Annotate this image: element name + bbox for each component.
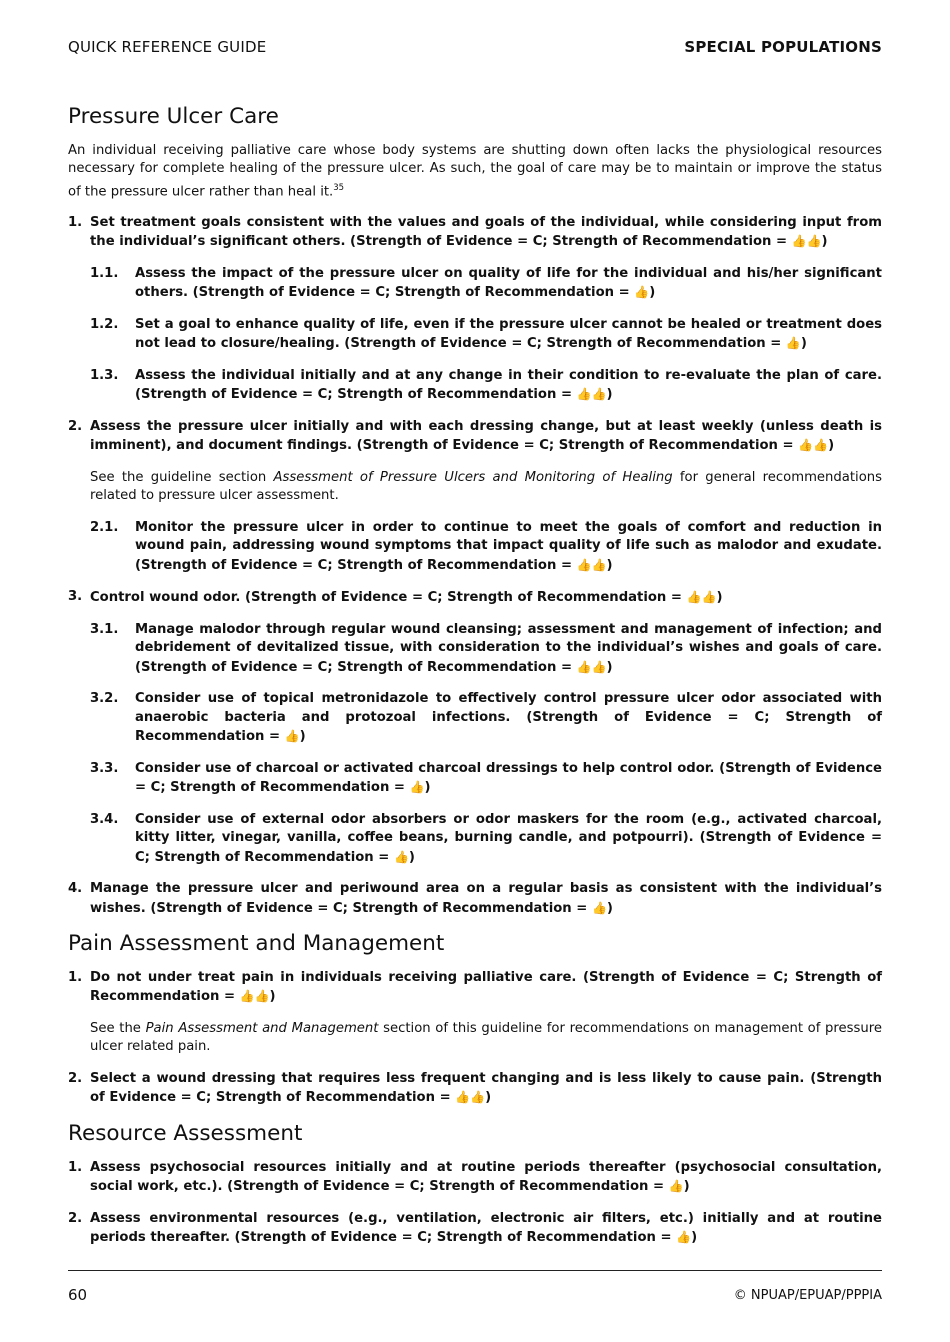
thumbs-up-icon: 👍 bbox=[284, 729, 300, 744]
pain-recommendation-1-note: See the Pain Assessment and Management section of this guideline for recommendations on management of pressure ulcer related pain. bbox=[90, 1020, 883, 1055]
thumbs-up-icon: 👍 bbox=[634, 285, 650, 300]
thumbs-up-icon: 👍👍 bbox=[576, 659, 607, 674]
thumbs-up-icon: 👍👍 bbox=[576, 387, 607, 402]
resource-recommendation-2: 2. Assess environmental resources (e.g., ventilation, electronic air filters, etc.) initially and at routine periods thereafter. (Strength of Evidence = C; Strength of Recommendation = 👍) bbox=[68, 1210, 882, 1246]
running-header-section: SPECIAL POPULATIONS bbox=[684, 38, 882, 56]
footer-divider bbox=[68, 1270, 882, 1271]
pain-recommendation-2: 2. Select a wound dressing that requires less frequent changing and is less likely to cause pain. (Strength of Evidence = C; Strength of Recommendation = 👍👍) bbox=[68, 1070, 882, 1106]
resource-recommendation-1: 1. Assess psychosocial resources initially and at routine periods thereafter (psychosocial consultation, social work, etc.). (Strength of Evidence = C; Strength of Recommendation = 👍) bbox=[68, 1159, 882, 1195]
thumbs-up-icon: 👍 bbox=[591, 900, 607, 915]
recommendation-3-2: 3.2. Consider use of topical metronidazole to effectively control pressure ulcer odor associated with anaerobic bacteria and protozoal infections. (Strength of Evidence = C; Strength of Recommendation = 👍) bbox=[90, 691, 882, 745]
recommendation-3-4: 3.4. Consider use of external odor absorbers or odor maskers for the room (e.g., activated charcoal, kitty litter, vinegar, vanilla, coffee beans, burning candle, and potpourri). (Strength of Evidence = C; Strength of Recommendation = 👍) bbox=[90, 811, 882, 865]
recommendation-1-1: 1.1. Assess the impact of the pressure ulcer on quality of life for the individual and his/her significant others. (Strength of Evidence = C; Strength of Recommendation = 👍) bbox=[90, 265, 882, 301]
thumbs-up-icon: 👍 bbox=[676, 1230, 692, 1245]
pain-recommendation-1: 1. Do not under treat pain in individuals receiving palliative care. (Strength of Evidence = C; Strength of Recommendation = 👍👍) bbox=[68, 969, 882, 1005]
copyright-notice: © NPUAP/EPUAP/PPPIA bbox=[733, 1288, 882, 1303]
thumbs-up-icon: 👍 bbox=[409, 780, 425, 795]
page-content bbox=[68, 104, 882, 1261]
thumbs-up-icon: 👍 bbox=[393, 849, 409, 864]
thumbs-up-icon: 👍👍 bbox=[798, 438, 829, 453]
recommendation-2-note: See the guideline section Assessment of Pressure Ulcers and Monitoring of Healing for general recommendations related to pressure ulcer assessment. bbox=[90, 469, 882, 504]
section-title-resource-assessment: Resource Assessment bbox=[68, 1120, 303, 1146]
reference-superscript: 35 bbox=[333, 182, 345, 193]
thumbs-up-icon: 👍 bbox=[785, 336, 801, 351]
recommendation-3: 3. Control wound odor. (Strength of Evidence = C; Strength of Recommendation = 👍👍) bbox=[68, 589, 723, 606]
recommendation-1-2: 1.2. Set a goal to enhance quality of life, even if the pressure ulcer cannot be healed or treatment does not lead to closure/healing. (Strength of Evidence = C; Strength of Recommendation = 👍) bbox=[90, 316, 882, 352]
running-header-title: QUICK REFERENCE GUIDE bbox=[68, 38, 267, 56]
section-title-pain-assessment: Pain Assessment and Management bbox=[68, 931, 445, 957]
page-number: 60 bbox=[68, 1286, 88, 1304]
thumbs-up-icon: 👍👍 bbox=[576, 557, 607, 572]
thumbs-up-icon: 👍👍 bbox=[239, 989, 270, 1004]
thumbs-up-icon: 👍 bbox=[668, 1179, 684, 1194]
recommendation-1: 1. Set treatment goals consistent with the values and goals of the individual, while considering input from the individual’s significant others. (Strength of Evidence = C; Strength of Recommendation = 👍👍) bbox=[68, 214, 882, 250]
thumbs-up-icon: 👍👍 bbox=[455, 1090, 486, 1105]
recommendation-4: 4. Manage the pressure ulcer and periwound area on a regular basis as consistent with the individual’s wishes. (Strength of Evidence = C; Strength of Recommendation = 👍) bbox=[68, 881, 882, 916]
thumbs-up-icon: 👍👍 bbox=[791, 234, 822, 249]
recommendation-2: 2. Assess the pressure ulcer initially and with each dressing change, but at least weekly (unless death is imminent), and document findings. (Strength of Evidence = C; Strength of Recommendation = 👍👍) bbox=[68, 418, 882, 454]
recommendation-3-3: 3.3. Consider use of charcoal or activated charcoal dressings to help control odor. (Strength of Evidence = C; Strength of Recommendation = 👍) bbox=[90, 760, 882, 796]
recommendation-1-3: 1.3. Assess the individual initially and at any change in their condition to re-evaluate the plan of care. (Strength of Evidence = C; Strength of Recommendation = 👍👍) bbox=[90, 367, 882, 403]
intro-paragraph: An individual receiving palliative care whose body systems are shutting down often lacks the physiological resources necessary for complete healing of the pressure ulcer. As such, the goal of care may be to maintain or improve the status of the pressure ulcer rather than heal it.$^{35}$ bbox=[68, 142, 882, 200]
recommendation-3-1: 3.1. Manage malodor through regular wound cleansing; assessment and management of infection; and debridement of devitalized tissue, with consideration to the individual’s wishes and goals of care. (Strength of Evidence = C; Strength of Recommendation = 👍👍) bbox=[90, 621, 882, 675]
thumbs-up-icon: 👍👍 bbox=[686, 590, 717, 605]
section-title-pressure-ulcer-care: Pressure Ulcer Care bbox=[68, 104, 279, 129]
recommendation-2-1: 2.1. Monitor the pressure ulcer in order to continue to meet the goals of comfort and reduction in wound pain, addressing wound symptoms that impact quality of life such as malodor and exudate. (Strength of Evidence = C; Strength of Recommendation = 👍👍) bbox=[90, 519, 882, 573]
